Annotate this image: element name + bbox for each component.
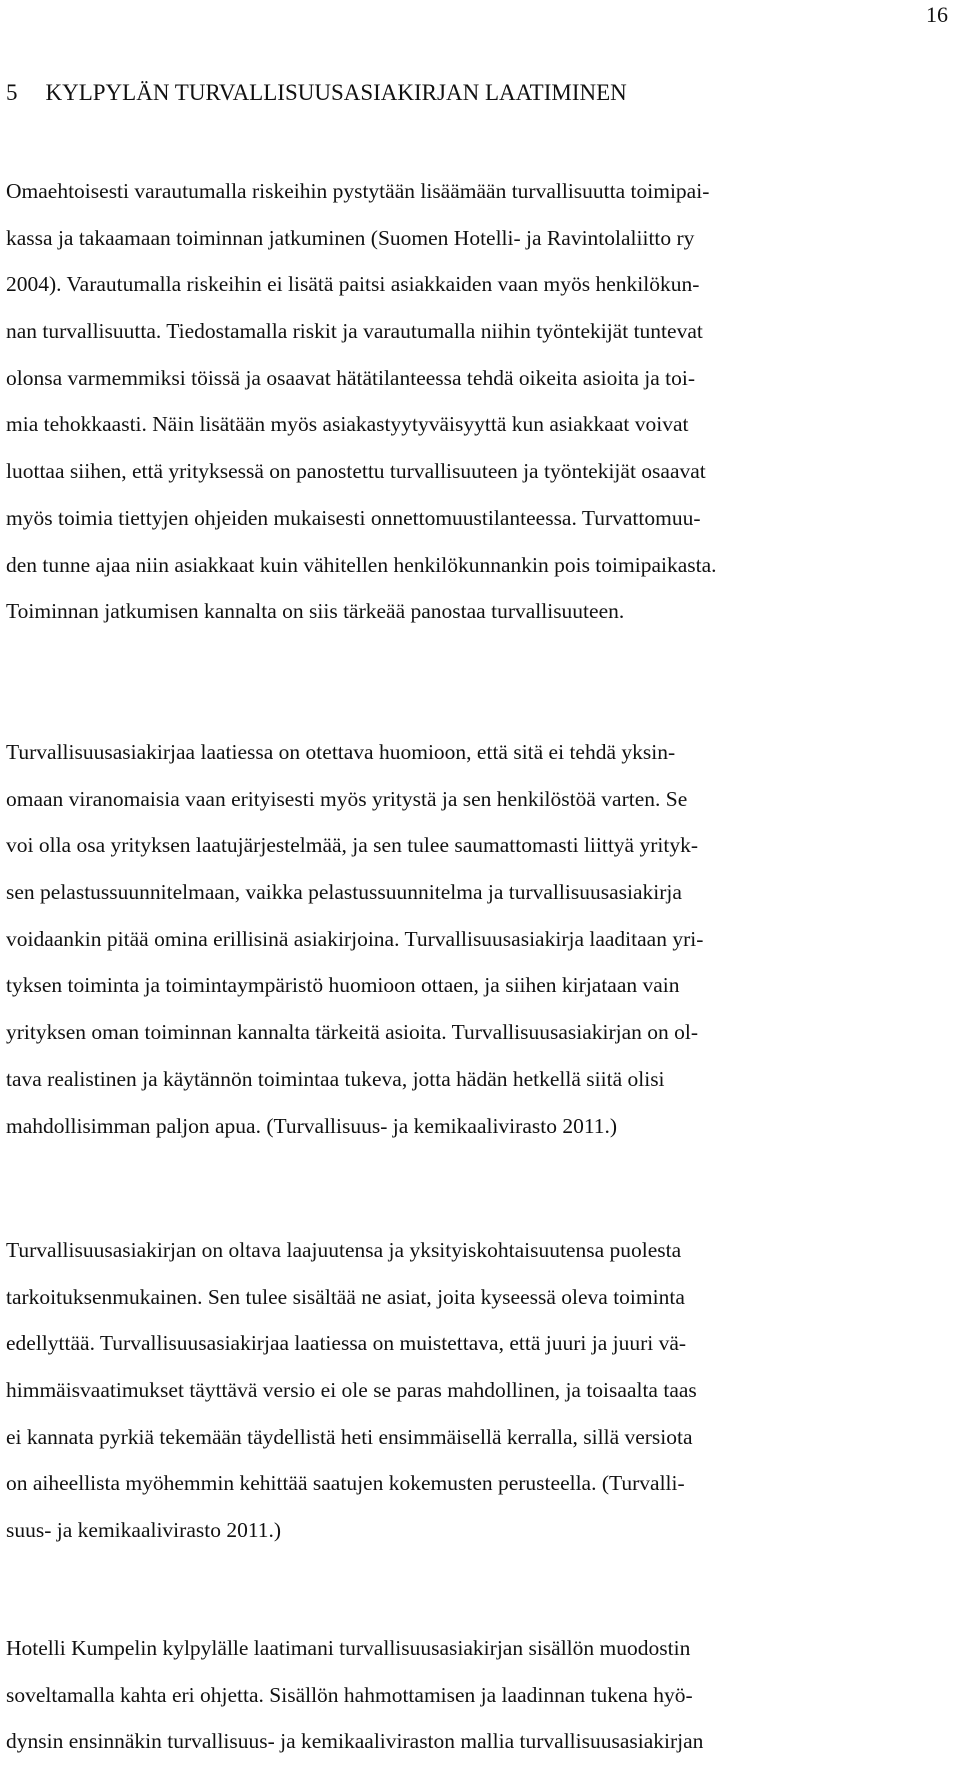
page-number: 16	[926, 2, 948, 27]
section-number: 5	[6, 80, 18, 105]
text-line: voi olla osa yrityksen laatujärjestelmää, ja sen tulee saumattomasti liittyä yrityk-	[6, 833, 698, 858]
section-title: KYLPYLÄN TURVALLISUUSASIAKIRJAN LAATIMINEN	[45, 80, 627, 105]
text-line: suus- ja kemikaalivirasto 2011.)	[6, 1518, 282, 1543]
text-line: on aiheellista myöhemmin kehittää saatujen kokemusten perusteella. (Turvalli-	[6, 1471, 685, 1496]
text-line: ei kannata pyrkiä tekemään täydellistä heti ensimmäisellä kerralla, sillä versiota	[6, 1424, 693, 1449]
text-line: olonsa varmemmiksi töissä ja osaavat hätätilanteessa tehdä oikeita asioita ja toi-	[6, 365, 695, 390]
text-line: 2004). Varautumalla riskeihin ei lisätä paitsi asiakkaiden vaan myös henkilökun-	[6, 272, 700, 297]
text-line: nan turvallisuutta. Tiedostamalla riskit ja varautumalla niihin työntekijät tuntevat	[6, 319, 703, 344]
section-heading	[6, 80, 627, 106]
paragraph-1	[6, 168, 717, 635]
text-line: Toiminnan jatkumisen kannalta on siis tärkeää panostaa turvallisuuteen.	[6, 599, 625, 624]
text-line: Turvallisuusasiakirjaa laatiessa on otettava huomioon, että sitä ei tehdä yksin-	[6, 740, 676, 764]
text-line: himmäisvaatimukset täyttävä versio ei ole se paras mahdollinen, ja toisaalta taas	[6, 1378, 697, 1403]
paragraph-3	[6, 1227, 697, 1554]
text-line: den tunne ajaa niin asiakkaat kuin vähitellen henkilökunnankin pois toimipaikasta.	[6, 552, 717, 577]
text-line: myös toimia tiettyjen ohjeiden mukaisesti onnettomuustilanteessa. Turvattomuu-	[6, 505, 701, 530]
text-line: mahdollisimman paljon apua. (Turvallisuus- ja kemikaalivirasto 2011.)	[6, 1113, 618, 1138]
text-line: dynsin ensinnäkin turvallisuus- ja kemikaaliviraston mallia turvallisuusasiakirjan	[6, 1729, 704, 1754]
text-line: tyksen toiminta ja toimintaympäristö huomioon ottaen, ja siihen kirjataan vain	[6, 973, 680, 998]
text-line: voidaankin pitää omina erillisinä asiakirjoina. Turvallisuusasiakirja laaditaan yri-	[6, 926, 704, 951]
text-line: kassa ja takaamaan toiminnan jatkuminen (Suomen Hotelli- ja Ravintolaliitto ry	[6, 225, 695, 250]
text-line: omaan viranomaisia vaan erityisesti myös yritystä ja sen henkilöstöä varten. Se	[6, 786, 688, 811]
text-line: sen pelastussuunnitelmaan, vaikka pelastussuunnitelma ja turvallisuusasiakirja	[6, 880, 682, 905]
paragraph-4	[6, 1625, 703, 1765]
text-line: Omaehtoisesti varautumalla riskeihin pystytään lisäämään turvallisuutta toimipai-	[6, 179, 710, 203]
text-line: edellyttää. Turvallisuusasiakirjaa laatiessa on muistettava, että juuri ja juuri vä-	[6, 1331, 687, 1356]
text-line: Turvallisuusasiakirjan on oltava laajuutensa ja yksityiskohtaisuutensa puolesta	[6, 1238, 682, 1262]
text-line: luottaa siihen, että yrityksessä on panostettu turvallisuuteen ja työntekijät osaavat	[6, 459, 706, 484]
text-line: soveltamalla kahta eri ohjetta. Sisällön hahmottamisen ja laadinnan tukena hyö-	[6, 1682, 693, 1707]
text-line: tava realistinen ja käytännön toimintaa tukeva, jotta hädän hetkellä siitä olisi	[6, 1066, 665, 1091]
text-line: yrityksen oman toiminnan kannalta tärkeitä asioita. Turvallisuusasiakirjan on ol-	[6, 1020, 699, 1045]
paragraph-2	[6, 729, 703, 1149]
text-line: mia tehokkaasti. Näin lisätään myös asiakastyytyväisyyttä kun asiakkaat voivat	[6, 412, 689, 437]
text-line: Hotelli Kumpelin kylpylälle laatimani turvallisuusasiakirjan sisällön muodostin	[6, 1636, 691, 1660]
text-line: tarkoituksenmukainen. Sen tulee sisältää ne asiat, joita kyseessä oleva toiminta	[6, 1284, 685, 1309]
